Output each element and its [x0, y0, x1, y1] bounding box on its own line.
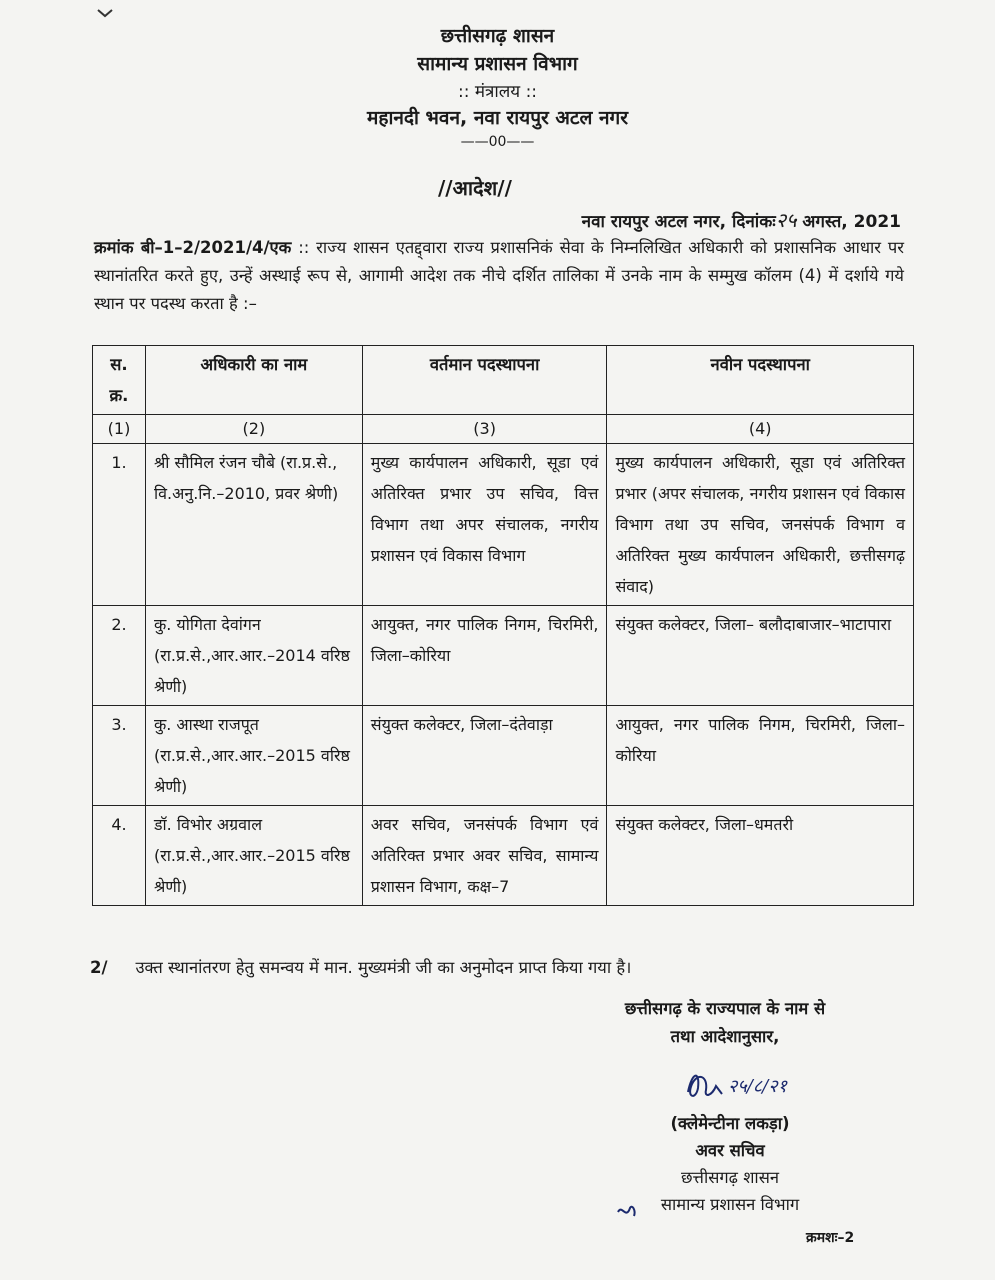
table-number-row [93, 415, 914, 444]
row-new-posting: आयुक्त, नगर पालिक निगम, चिरमिरी, जिला–कोरिया [607, 706, 914, 806]
row-officer-name: कु. योगिता देवांगन (रा.प्र.से.,आर.आर.–2014 वरिष्ठ श्रेणी) [145, 606, 362, 706]
row-current-posting: संयुक्त कलेक्टर, जिला–दंतेवाड़ा [362, 706, 607, 806]
table-row [93, 706, 914, 806]
authority-line-2: तथा आदेशानुसार, [670, 1027, 780, 1046]
table-row [93, 806, 914, 906]
order-title: //आदेश// [438, 176, 512, 200]
col-number: (1) [93, 415, 146, 444]
row-new-posting: मुख्य कार्यपालन अधिकारी, सूडा एवं अतिरिक्त प्रभार (अपर संचालक, नगरीय प्रशासन एवं विकास विभाग तथा उप सचिव, जनसंपर्क विभाग व अतिरिक्त मुख्य कार्यपालन अधिकारी, छत्तीसगढ़ संवाद) [607, 444, 914, 606]
signature-icon [678, 1062, 828, 1108]
header-address: महानदी भवन, नवा रायपुर अटल नगर [367, 107, 628, 129]
row-current-posting: अवर सचिव, जनसंपर्क विभाग एवं अतिरिक्त प्रभार अवर सचिव, सामान्य प्रशासन विभाग, कक्ष–7 [362, 806, 607, 906]
col-header-name: अधिकारी का नाम [145, 346, 362, 415]
officer-org-1: छत्तीसगढ़ शासन [680, 1168, 780, 1187]
order-date-month-year: अगस्त, 2021 [796, 212, 901, 232]
table-row [93, 444, 914, 606]
row-new-posting: संयुक्त कलेक्टर, जिला–धमतरी [607, 806, 914, 906]
continued-marker: क्रमशः–2 [806, 1230, 855, 1246]
row-sno: 2. [93, 606, 146, 706]
table-row [93, 606, 914, 706]
row-current-posting: आयुक्त, नगर पालिक निगम, चिरमिरी, जिला–कोरिया [362, 606, 607, 706]
order-number: क्रमांक बी–1–2/2021/4/एक [94, 238, 292, 257]
header-government: छत्तीसगढ़ शासन [440, 25, 555, 47]
header-department: सामान्य प्रशासन विभाग [417, 53, 578, 75]
row-officer-name: कु. आस्था राजपूत (रा.प्र.से.,आर.आर.–2015 वरिष्ठ श्रेणी) [145, 706, 362, 806]
row-officer-name: श्री सौमिल रंजन चौबे (रा.प्र.से., वि.अनु.नि.–2010, प्रवर श्रेणी) [145, 444, 362, 606]
col-header-new: नवीन पदस्थापना [607, 346, 914, 415]
row-sno: 3. [93, 706, 146, 806]
row-new-posting: संयुक्त कलेक्टर, जिला– बलौदाबाजार–भाटापारा [607, 606, 914, 706]
paragraph-2-text: उक्त स्थानांतरण हेतु समन्वय में मान. मुख्यमंत्री जी का अनुमोदन प्राप्त किया गया है। [135, 958, 632, 977]
signature-date: २५/८/२१ [728, 1076, 787, 1097]
order-date [582, 206, 901, 233]
officer-designation: अवर सचिव [695, 1141, 765, 1160]
officer-name: (क्लेमेन्टीना लकड़ा) [670, 1114, 790, 1133]
col-header-current: वर्तमान पदस्थापना [362, 346, 607, 415]
row-sno: 1. [93, 444, 146, 606]
col-header-sno: स. क्र. [93, 346, 146, 415]
order-intro-text: :: राज्य शासन एतद्द्वारा राज्य प्रशासनिकं सेवा के निम्नलिखित अधिकारी को प्रशासनिक आधार पर स्थानांतरित करते हुए, उन्हें अस्थाई रूप से, आगामी आदेश तक नीचे दर्शित तालिका में उनके नाम के सम्मुख कॉलम (4) में दर्शाये गये स्थान पर पदस्थ करता है :– [94, 238, 905, 313]
transfer-table [92, 345, 914, 906]
paragraph-2 [90, 955, 631, 978]
paragraph-2-number: 2/ [90, 958, 108, 977]
authority-block [560, 995, 890, 1051]
order-intro [94, 234, 904, 318]
header-divider: ——00—— [460, 134, 535, 150]
staple-mark-icon [96, 8, 114, 18]
authority-line-1: छत्तीसगढ़ के राज्यपाल के नाम से [624, 999, 826, 1018]
order-date-day: २५ [775, 208, 797, 232]
table-header-row [93, 346, 914, 415]
initial-mark-icon [614, 1198, 640, 1224]
col-number: (3) [362, 415, 607, 444]
row-sno: 4. [93, 806, 146, 906]
col-number: (4) [607, 415, 914, 444]
header-ministry: :: मंत्रालय :: [457, 82, 538, 102]
col-number: (2) [145, 415, 362, 444]
row-current-posting: मुख्य कार्यपालन अधिकारी, सूडा एवं अतिरिक्त प्रभार उप सचिव, वित्त विभाग तथा अपर संचालक, नगरीय प्रशासन एवं विकास विभाग [362, 444, 607, 606]
row-officer-name: डॉ. विभोर अग्रवाल (रा.प्र.से.,आर.आर.–2015 वरिष्ठ श्रेणी) [145, 806, 362, 906]
order-date-prefix: नवा रायपुर अटल नगर, दिनांकः [581, 212, 776, 232]
officer-org-2: सामान्य प्रशासन विभाग [660, 1195, 800, 1214]
